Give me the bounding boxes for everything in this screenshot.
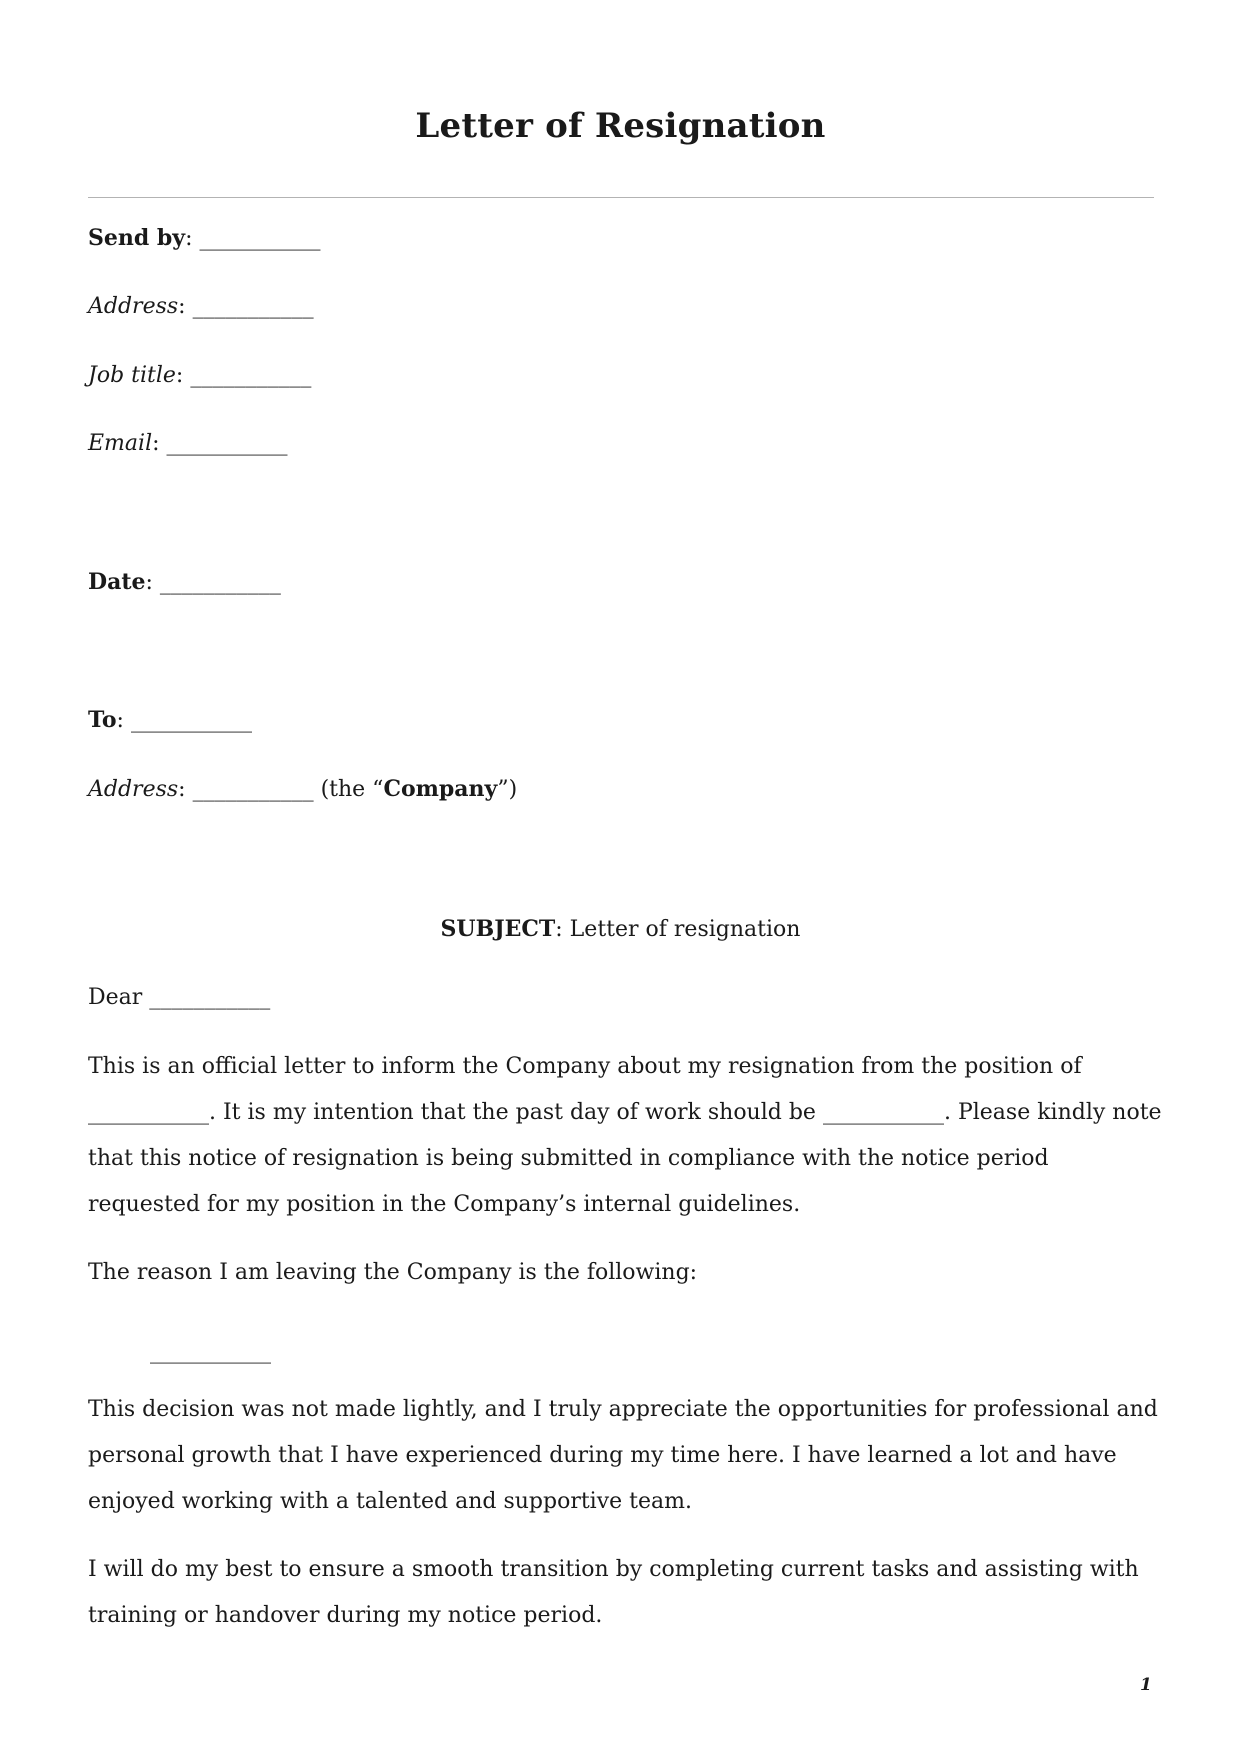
paragraph-official-letter <box>88 1044 1163 1228</box>
recipient-address-field: Address: ___________ (the “Company”) <box>88 774 517 805</box>
date-blank: ___________ <box>159 570 281 595</box>
title-divider <box>88 197 1154 198</box>
paragraph1-part2: . It is my intention that the past day of work should be <box>209 1100 816 1125</box>
paragraph-transition: I will do my best to ensure a smooth transition by completing current tasks and assisting with training or handover during my notice period. <box>88 1557 1139 1628</box>
send-by-label: Send by <box>88 225 186 251</box>
company-prefix: (the “ <box>320 777 384 802</box>
job-title-field: Job title: ___________ <box>88 361 311 391</box>
company-suffix: ”) <box>497 777 518 802</box>
reason-blank: ___________ <box>150 1339 271 1364</box>
last-day-blank: ___________ <box>822 1100 944 1125</box>
subject-label: SUBJECT <box>440 916 556 942</box>
salutation <box>88 983 270 1013</box>
sender-address-label: Address <box>88 294 179 319</box>
position-blank: ___________ <box>88 1100 209 1125</box>
recipient-address-label: Address <box>88 777 179 802</box>
sender-address-blank: ___________ <box>192 294 314 319</box>
email-blank: ___________ <box>166 431 288 456</box>
job-title-blank: ___________ <box>190 363 312 388</box>
subject-line <box>0 914 1241 945</box>
document-title: Letter of Resignation <box>415 106 826 146</box>
email-field: Email: ___________ <box>88 429 288 459</box>
sender-address-field: Address: ___________ <box>88 292 314 322</box>
to-label: To <box>88 707 117 733</box>
recipient-address-blank: ___________ <box>192 777 314 802</box>
reason-intro: The reason I am leaving the Company is the following: <box>88 1260 698 1285</box>
date-label: Date <box>88 569 146 595</box>
subject-text: : Letter of resignation <box>555 917 801 942</box>
paragraph1-part1: This is an official letter to inform the Company about my resignation from the position of <box>88 1054 1082 1079</box>
job-title-label: Job title <box>88 363 176 388</box>
salutation-blank: ___________ <box>149 985 271 1010</box>
salutation-word: Dear <box>88 985 143 1010</box>
email-label: Email <box>88 431 153 456</box>
page-number: 1 <box>1140 1675 1152 1695</box>
date-field: Date: ___________ <box>88 567 281 598</box>
paragraph1-part3: . Please kindly note that this notice of resignation is being submitted in compliance with the notice period requested for my position in the Company’s internal guidelines. <box>88 1100 1162 1217</box>
company-defined-term: Company <box>383 776 498 802</box>
to-field: To: ___________ <box>88 705 252 736</box>
send-by-field: Send by: ___________ <box>88 223 321 254</box>
to-blank: ___________ <box>130 708 252 733</box>
send-by-blank: ___________ <box>199 226 321 251</box>
paragraph-appreciation: This decision was not made lightly, and I truly appreciate the opportunities for professional and personal growth that I have experienced during my time here. I have learned a lot and have enjoyed working with a talented and supportive team. <box>88 1397 1158 1514</box>
